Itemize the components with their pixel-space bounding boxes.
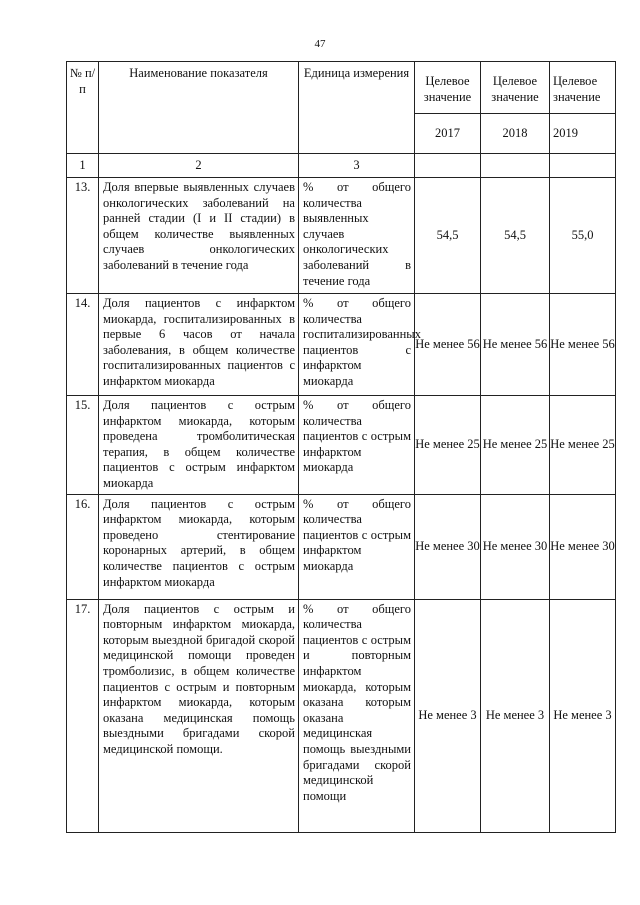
index-row bbox=[67, 154, 616, 178]
table-row bbox=[67, 494, 616, 599]
indicator-name: Доля пациентов с острым инфарктом миокарда, которым проведено стентирование коронарных артерий, в общем количестве пациентов с острым инфарктом миокарда bbox=[99, 494, 299, 599]
table-row bbox=[67, 294, 616, 396]
year-2017: 2017 bbox=[415, 114, 481, 154]
indicator-unit: % от общего количества пациентов с острым и повторным инфарктом миокарда, которым оказана которым оказана медицинская помощь выездными бригадами скорой медицинской помощи bbox=[299, 599, 415, 832]
indicator-unit: % от общего количества пациентов с острым инфарктом миокарда bbox=[299, 494, 415, 599]
header-name: Наименование показателя bbox=[99, 62, 299, 154]
indicator-name: Доля пациентов с острым инфарктом миокарда, которым проведена тромболитическая терапия, в общем количестве пациентов с острым инфарктом миокарда bbox=[99, 396, 299, 495]
indicator-name: Доля впервые выявленных случаев онкологических заболеваний на ранней стадии (I и II стадии) в общем количестве выявленных случаев онкологических заболеваний в течение года bbox=[99, 178, 299, 294]
value-2017: 54,5 bbox=[415, 178, 481, 294]
value-2019: Не менее 3 bbox=[550, 599, 616, 832]
value-2019: Не менее 30 bbox=[550, 494, 616, 599]
index-cell: 3 bbox=[299, 154, 415, 178]
value-2018: Не менее 30 bbox=[481, 494, 550, 599]
index-cell bbox=[550, 154, 616, 178]
value-2018: Не менее 3 bbox=[481, 599, 550, 832]
value-2018: Не менее 25 bbox=[481, 396, 550, 495]
table-row bbox=[67, 178, 616, 294]
index-cell bbox=[415, 154, 481, 178]
header-target-2018: Целевое значение bbox=[481, 62, 550, 114]
value-2017: Не менее 56 bbox=[415, 294, 481, 396]
value-2017: Не менее 3 bbox=[415, 599, 481, 832]
value-2019: Не менее 25 bbox=[550, 396, 616, 495]
header-unit: Единица измерения bbox=[299, 62, 415, 154]
row-number: 13. bbox=[67, 178, 99, 294]
row-number: 15. bbox=[67, 396, 99, 495]
year-2018: 2018 bbox=[481, 114, 550, 154]
index-cell: 1 bbox=[67, 154, 99, 178]
header-target-2019: Целевое значение bbox=[550, 62, 616, 114]
page-number: 47 bbox=[314, 38, 326, 50]
row-number: 16. bbox=[67, 494, 99, 599]
header-row bbox=[67, 62, 616, 114]
table-row bbox=[67, 396, 616, 495]
year-2019: 2019 bbox=[550, 114, 616, 154]
value-2019: Не менее 56 bbox=[550, 294, 616, 396]
indicator-unit: % от общего количества выявленных случаев онкологических заболеваний в течение года bbox=[299, 178, 415, 294]
indicators-table bbox=[66, 61, 616, 833]
value-2019: 55,0 bbox=[550, 178, 616, 294]
value-2017: Не менее 25 bbox=[415, 396, 481, 495]
indicator-name: Доля пациентов с инфарктом миокарда, госпитализированных в первые 6 часов от начала заболевания, в общем количестве госпитализированных пациентов с инфарктом миокарда bbox=[99, 294, 299, 396]
value-2017: Не менее 30 bbox=[415, 494, 481, 599]
row-number: 17. bbox=[67, 599, 99, 832]
header-target-2017: Целевое значение bbox=[415, 62, 481, 114]
index-cell bbox=[481, 154, 550, 178]
indicator-unit: % от общего количества пациентов с острым инфарктом миокарда bbox=[299, 396, 415, 495]
indicator-unit: % от общего количества госпитализированных пациентов с инфарктом миокарда bbox=[299, 294, 415, 396]
indicator-name: Доля пациентов с острым и повторным инфарктом миокарда, которым выездной бригадой скорой медицинской помощи проведен тромболизис, в общем количестве пациентов с острым и повторным инфарктом миокарда, которым оказана медицинская помощь выездными бригадами скорой медицинской помощи. bbox=[99, 599, 299, 832]
index-cell: 2 bbox=[99, 154, 299, 178]
value-2018: 54,5 bbox=[481, 178, 550, 294]
value-2018: Не менее 56 bbox=[481, 294, 550, 396]
row-number: 14. bbox=[67, 294, 99, 396]
table-row bbox=[67, 599, 616, 832]
header-num: № п/п bbox=[67, 62, 99, 154]
